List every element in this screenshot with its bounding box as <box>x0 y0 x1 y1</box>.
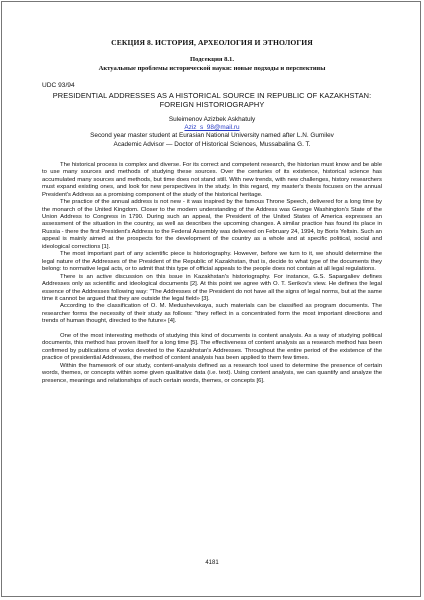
article-body <box>42 162 382 385</box>
author-block <box>42 116 382 149</box>
subsection-number: Подсекция 8.1. <box>189 56 234 63</box>
paper-title: PRESIDENTIAL ADDRESSES AS A HISTORICAL SOURCE IN REPUBLIC OF KAZAKHSTAN: FOREIGN HISTORIOGRAPHY <box>52 91 372 109</box>
academic-advisor: Academic Advisor — Doctor of Historical Sciences, Mussabalina G. T. <box>113 140 311 148</box>
author-affiliation: Second year master student at Eurasian National University named after L.N. Gumilev <box>90 132 334 140</box>
paragraph: The most important part of any scientific piece is historiography. However, before we turn to it, we should determine the legal nature of the Addresses of the President of the Republic of Kazakhstan, that is, decide to what type of the documents they belong: to normative legal acts, or to admit that this type of official appeals to the people does not contain at all legal regulations. <box>42 251 382 273</box>
paragraph: One of the most interesting methods of studying this kind of documents is content analysis. As a way of studying political documents, this method has proven itself for a long time [5]. The effectiveness of content analysis as a research method has been confirmed by publications of works devoted to the Kazakhstan's Addresses. Throughout the entire period of the existence of the practice of presidential Addresses, the method of content analysis has been applied to them few times. <box>42 332 382 362</box>
paragraph: Within the framework of our study, content-analysis defined as a research tool used to determine the presence of certain words, themes, or concepts within some given qualitative data (i.e. text). Using content analysis, we can quantify and analyze the presence, meanings and relationships of such certain words, themes, or concepts [6]. <box>42 362 382 384</box>
author-email-link[interactable]: Aziz_s_98@mail.ru <box>184 124 240 132</box>
paragraph: According to the classification of O. M. Medushevskaya, such materials can be classified as program documents. The researcher forms the necessity of their study as follows: "they reflect in a concentrated form the most important directions and trends of human thought, directed to the future» [4]. <box>42 303 382 325</box>
article-page <box>42 38 382 385</box>
paragraph: The historical process is complex and diverse. For its correct and competent research, the historian must know and be able to use many sources and methods of studying these sources. Over the centuries of its existence, historical science has accumulated many sources and methods, but time does not stand still. With new trends, with new challenges, history researchers must expand existing ones, and look for new perspectives in the study. In this regard, my master's thesis focuses on the annual President's Address as a promising component of the study of the historical heritage. <box>42 161 382 198</box>
udc-code: UDC 93/94 <box>42 82 75 89</box>
paragraph: The practice of the annual address is not new - it was inspired by the famous Throne Speech, delivered for a long time by the monarch of the United Kingdom. Closer to the modern understanding of the Address was George Washington's State of the Union Address to Congress in 1790. During such an appeal, the President of the United States of America expresses an assessment of the situation in the country, as well as describes the upcoming changes. A similar practice has found its place in Russia - there the first President's Address to the Federal Assembly was delivered on February 24, 1994, by Boris Yeltsin. Such an appeal is mainly aimed at the prospects for the development of the country as a whole and at specific political, social and ideological corrections [1]. <box>42 199 382 250</box>
subsection-title: Актуальные проблемы исторической науки: новые подходы и перспективы <box>98 65 326 72</box>
paragraph: There is an active discussion on this issue in Kazakhstan's historiography. For instance, G.S. Sapargaliev defines Addresses only as scientific and ideological documents [2]. At this point we agree with O. T. Serikov's view. He defines the legal essence of the Addresses following way: "The Addresses of the President do not have all the signs of legal norms, but at the same time it cannot be argued that they are outside the legal field» [3]. <box>42 273 382 302</box>
section-title: СЕКЦИЯ 8. ИСТОРИЯ, АРХЕОЛОГИЯ И ЭТНОЛОГИЯ <box>111 38 313 47</box>
author-name: Suleimenov Azizbek Askhatuly <box>168 116 256 123</box>
page-number: 4181 <box>205 560 219 566</box>
